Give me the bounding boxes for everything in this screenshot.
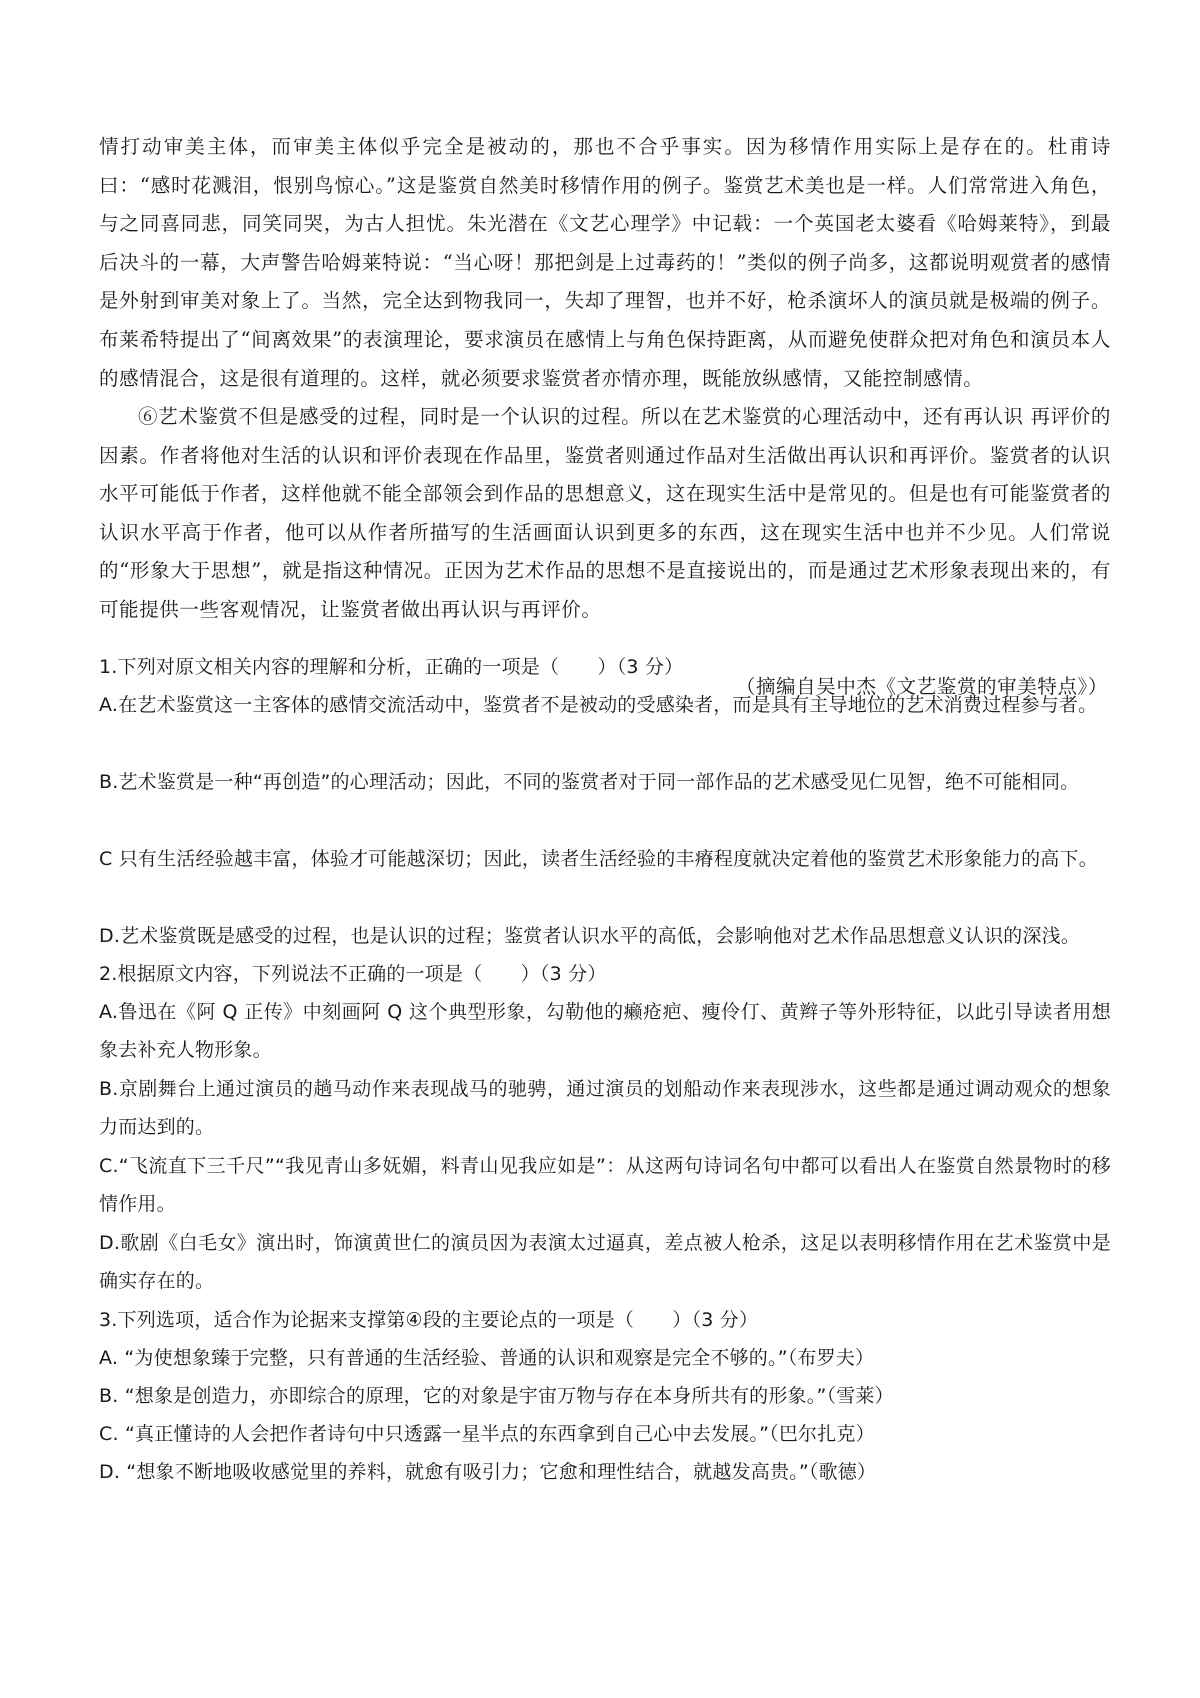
question-2-option-d: D.歌剧《白毛女》演出时，饰演黄世仁的演员因为表演太过逼真，差点被人枪杀，这足以表明移情作用在艺术鉴赏中是确实存在的。: [99, 1232, 1111, 1293]
question-1-option-b: B.艺术鉴赏是一种“再创造”的心理活动；因此，不同的鉴赏者对于同一部作品的艺术感受见仁见智，绝不可能相同。: [99, 771, 1080, 793]
question-1-option-d: D.艺术鉴赏既是感受的过程，也是认识的过程；鉴赏者认识水平的高低，会影响他对艺术作品思想意义认识的深浅。: [99, 925, 1081, 947]
question-3-stem: 3.下列选项，适合作为论据来支撑第④段的主要论点的一项是（ ）（3 分）: [99, 1309, 759, 1331]
question-2-option-c: C.“飞流直下三千尺”“我见青山多妩媚，料青山见我应如是”：从这两句诗词名句中都可以看出人在鉴赏自然景物时的移情作用。: [99, 1155, 1111, 1216]
question-3-option-c: C. “真正懂诗的人会把作者诗句中只透露一星半点的东西拿到自己心中去发展。”（巴尔扎克）: [99, 1423, 875, 1445]
passage-paragraph-6: ⑥艺术鉴赏不但是感受的过程，同时是一个认识的过程。所以在艺术鉴赏的心理活动中，还有再认识 再评价的因素。作者将他对生活的认识和评价表现在作品里，鉴赏者则通过作品对生活做出再认识和再评价。鉴赏者的认识水平可能低于作者，这样他就不能全部领会到作品的思想意义，这在现实生活中是常见的。但是也有可能鉴赏者的认识水平高于作者，他可以从作者所描写的生活画面认识到更多的东西，这在现实生活中也并不少见。人们常说的“形象大于思想”，就是指这种情况。正因为艺术作品的思想不是直接说出的，而是通过艺术形象表现出来的，有可能提供一些客观情况，让鉴赏者做出再认识与再评价。: [99, 405, 1111, 621]
question-1-stem: 1.下列对原文相关内容的理解和分析，正确的一项是（ ）（3 分）: [99, 656, 684, 678]
passage-paragraph-continued: 情打动审美主体，而审美主体似乎完全是被动的，那也不合乎事实。因为移情作用实际上是存在的。杜甫诗曰：“感时花溅泪，恨别鸟惊心。”这是鉴赏自然美时移情作用的例子。鉴赏艺术美也是一样。人们常常进入角色，与之同喜同悲，同笑同哭，为古人担忧。朱光潜在《文艺心理学》中记载：一个英国老太婆看《哈姆莱特》，到最后决斗的一幕，大声警告哈姆莱特说：“当心呀！那把剑是上过毒药的！”类似的例子尚多，这都说明观赏者的感情是外射到审美对象上了。当然，完全达到物我同一，失却了理智，也并不好，枪杀演坏人的演员就是极端的例子。布莱希特提出了“间离效果”的表演理论，要求演员在感情上与角色保持距离，从而避免使群众把对角色和演员本人的感情混合，这是很有道理的。这样，就必须要求鉴赏者亦情亦理，既能放纵感情，又能控制感情。: [99, 135, 1111, 390]
question-1-option-c: C 只有生活经验越丰富，体验才可能越深切；因此，读者生活经验的丰瘠程度就决定着他的鉴赏艺术形象能力的高下。: [99, 848, 1098, 870]
question-2-stem: 2.根据原文内容，下列说法不正确的一项是（ ）（3 分）: [99, 963, 607, 985]
question-1-option-a: A.在艺术鉴赏这一主客体的感情交流活动中，鉴赏者不是被动的受感染者，而是具有主导地位的艺术消费过程参与者。: [99, 694, 1098, 716]
question-3-option-d: D. “想象不断地吸收感觉里的养料，就愈有吸引力；它愈和理性结合，就越发高贵。”（歌德）: [99, 1461, 877, 1483]
question-2-option-a: A.鲁迅在《阿 Q 正传》中刻画阿 Q 这个典型形象，勾勒他的癞疮疤、瘦伶仃、黄辫子等外形特征，以此引导读者用想象去补充人物形象。: [99, 1001, 1111, 1062]
question-2-option-b: B.京剧舞台上通过演员的趟马动作来表现战马的驰骋，通过演员的划船动作来表现涉水，这些都是通过调动观众的想象力而达到的。: [99, 1078, 1111, 1139]
question-3-option-a: A. “为使想象臻于完整，只有普通的生活经验、普通的认识和观察是完全不够的。”（布罗夫）: [99, 1347, 875, 1369]
question-3-option-b: B. “想象是创造力，亦即综合的原理，它的对象是宇宙万物与存在本身所共有的形象。”（雪莱）: [99, 1385, 894, 1407]
passage-source-citation: （摘编自吴中杰《文艺鉴赏的审美特点》）: [735, 675, 1108, 698]
